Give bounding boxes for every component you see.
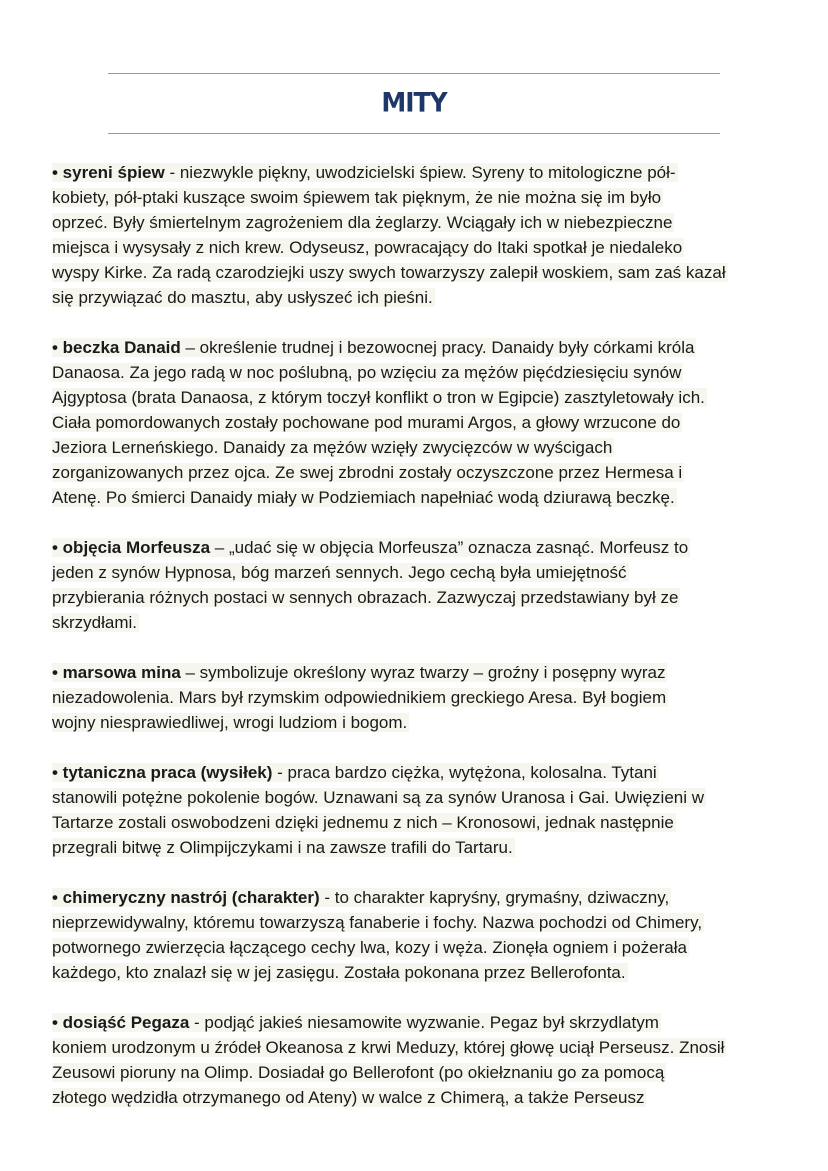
line-text [52,788,706,807]
entry-line [52,285,792,310]
line-text [52,163,678,182]
entry-line [52,835,792,860]
line-text [52,813,676,832]
line-text [52,1013,661,1032]
entry-text: przegrali bitwę z Olimpijczykami i na zawsze trafili do Tartaru. [52,838,513,857]
glossary-entry [52,1010,792,1110]
entry-term: • objęcia Morfeusza [52,538,211,557]
entry-text: się przywiązać do masztu, aby usłyszeć ich pieśni. [52,288,433,307]
entry-text: zorganizowanych przez ojca. Ze swej zbrodni zostały oczyszczone przez Hermesa i [52,463,683,482]
entry-text: nieprzewidywalny, któremu towarzyszą fanaberie i fochy. Nazwa pochodzi od Chimery, [52,913,703,932]
entry-line [52,585,792,610]
glossary-entry [52,335,792,510]
entry-text: – określenie trudnej i bezowocnej pracy. Danaidy były córkami króla [180,338,695,357]
entry-text: - praca bardzo ciężka, wytężona, kolosalna. Tytani [272,763,657,782]
entry-line [52,335,792,360]
entry-text: każdego, kto znalazł się w jej zasięgu. Została pokonana przez Bellerofonta. [52,963,626,982]
entry-line [52,810,792,835]
glossary-entry [52,885,792,985]
line-text [52,338,696,357]
bottom-divider [108,133,720,134]
entry-line [52,1085,792,1110]
line-text [52,288,435,307]
entry-line [52,210,792,235]
entry-text: kobiety, pół-ptaki kuszące swoim śpiewem tak pięknym, że nie można się im było [52,188,662,207]
entry-text: Ciała pomordowanych zostały pochowane pod murami Argos, a głowy wrzucone do [52,413,681,432]
entry-text: - to charakter kapryśny, grymaśny, dziwaczny, [319,888,670,907]
entry-line [52,760,792,785]
line-text [52,388,707,407]
entry-text: Ajgyptosa (brata Danaosa, z którym toczył konflikt o tron w Egipcie) zasztyletowały ich. [52,388,705,407]
entry-line [52,410,792,435]
entry-text: wojny niesprawiedliwej, wrogi ludziom i bogom. [52,713,408,732]
entry-text: jeden z synów Hypnosa, bóg marzeń sennych. Jego cechą była umiejętność [52,563,627,582]
entry-line [52,1060,792,1085]
entry-text: potwornego zwierzęcia łączącego cechy lwa, kozy i węża. Zionęła ogniem i pożerała [52,938,687,957]
entry-text: – „udać się w objęcia Morfeusza” oznacza zasnąć. Morfeusz to [210,538,689,557]
line-text [52,188,663,207]
entry-text: niezadowolenia. Mars był rzymskim odpowiednikiem greckiego Aresa. Był bogiem [52,688,667,707]
entry-term: • chimeryczny nastrój (charakter) [52,888,320,907]
line-text [52,1038,726,1057]
line-text [52,563,629,582]
line-text [52,963,628,982]
entry-text: złotego wędzidła otrzymanego od Ateny) w walce z Chimerą, a także Perseusz [52,1088,645,1107]
entry-line [52,1035,792,1060]
glossary-entry [52,535,792,635]
line-text [52,213,674,232]
entry-text: stanowili potężne pokolenie bogów. Uznawani są za synów Uranosa i Gai. Uwięzieni w [52,788,705,807]
entry-line [52,360,792,385]
entry-text: - niezwykle piękny, uwodzicielski śpiew. Syreny to mitologiczne pół- [164,163,676,182]
entry-line [52,385,792,410]
entry-text: skrzydłami. [52,613,138,632]
entry-line [52,610,792,635]
entry-term: • beczka Danaid [52,338,181,357]
line-text [52,1088,646,1107]
line-text [52,463,684,482]
entry-text: Atenę. Po śmierci Danaidy miały w Podziemiach napełniać wodą dziurawą beczkę. [52,488,675,507]
entry-line [52,260,792,285]
entry-line [52,235,792,260]
line-text [52,488,677,507]
entry-line [52,660,792,685]
entry-text: wyspy Kirke. Za radą czarodziejki uszy swych towarzyszy zalepił woskiem, sam zaś kazał [52,263,726,282]
line-text [52,838,515,857]
entry-text: przybierania różnych postaci w sennych obrazach. Zazwyczaj przedstawiany był ze [52,588,679,607]
glossary-entry [52,160,792,310]
line-text [52,363,683,382]
line-text [52,263,728,282]
entry-line [52,910,792,935]
entry-line [52,460,792,485]
line-text [52,663,667,682]
entry-text: miejsca i wysysały z nich krew. Odyseusz, powracający do Itaki spotkał je niedaleko [52,238,683,257]
line-text [52,588,680,607]
glossary-list [52,160,792,1135]
line-text [52,713,409,732]
top-divider [108,73,720,74]
entry-line [52,485,792,510]
glossary-entry [52,660,792,735]
entry-line [52,535,792,560]
line-text [52,238,684,257]
entry-line [52,1010,792,1035]
entry-text: oprzeć. Były śmiertelnym zagrożeniem dla żeglarzy. Wciągały ich w niebezpieczne [52,213,673,232]
entry-line [52,935,792,960]
entry-text: Danaosa. Za jego radą w noc poślubną, po wzięciu za mężów pięćdziesięciu synów [52,363,682,382]
line-text [52,888,671,907]
line-text [52,613,139,632]
line-text [52,438,614,457]
line-text [52,913,704,932]
line-text [52,1063,666,1082]
entry-line [52,160,792,185]
line-text [52,763,659,782]
entry-line [52,885,792,910]
entry-line [52,685,792,710]
entry-text: Zeusowi pioruny na Olimp. Dosiadał go Bellerofont (po okiełznaniu go za pomocą [52,1063,665,1082]
entry-text: Tartarze zostali oswobodzeni dzięki jednemu z nich – Kronosowi, jednak następnie [52,813,674,832]
line-text [52,413,682,432]
entry-text: koniem urodzonym u źródeł Okeanosa z krwi Meduzy, której głowę uciął Perseusz. Znosił [52,1038,725,1057]
line-text [52,538,690,557]
entry-term: • syreni śpiew [52,163,165,182]
entry-term: • marsowa mina [52,663,181,682]
line-text [52,688,668,707]
entry-line [52,960,792,985]
entry-text: - podjąć jakieś niesamowite wyzwanie. Pegaz był skrzydlatym [189,1013,659,1032]
entry-line [52,785,792,810]
entry-term: • dosiąść Pegaza [52,1013,190,1032]
entry-line [52,560,792,585]
entry-text: Jeziora Lerneńskiego. Danaidy za mężów wzięły zwycięzców w wyścigach [52,438,613,457]
line-text [52,938,689,957]
page-title: MITY [381,87,447,118]
entry-line [52,435,792,460]
entry-line [52,185,792,210]
glossary-entry [52,760,792,860]
entry-line [52,710,792,735]
entry-term: • tytaniczna praca (wysiłek) [52,763,273,782]
entry-text: – symbolizuje określony wyraz twarzy – groźny i posępny wyraz [180,663,666,682]
